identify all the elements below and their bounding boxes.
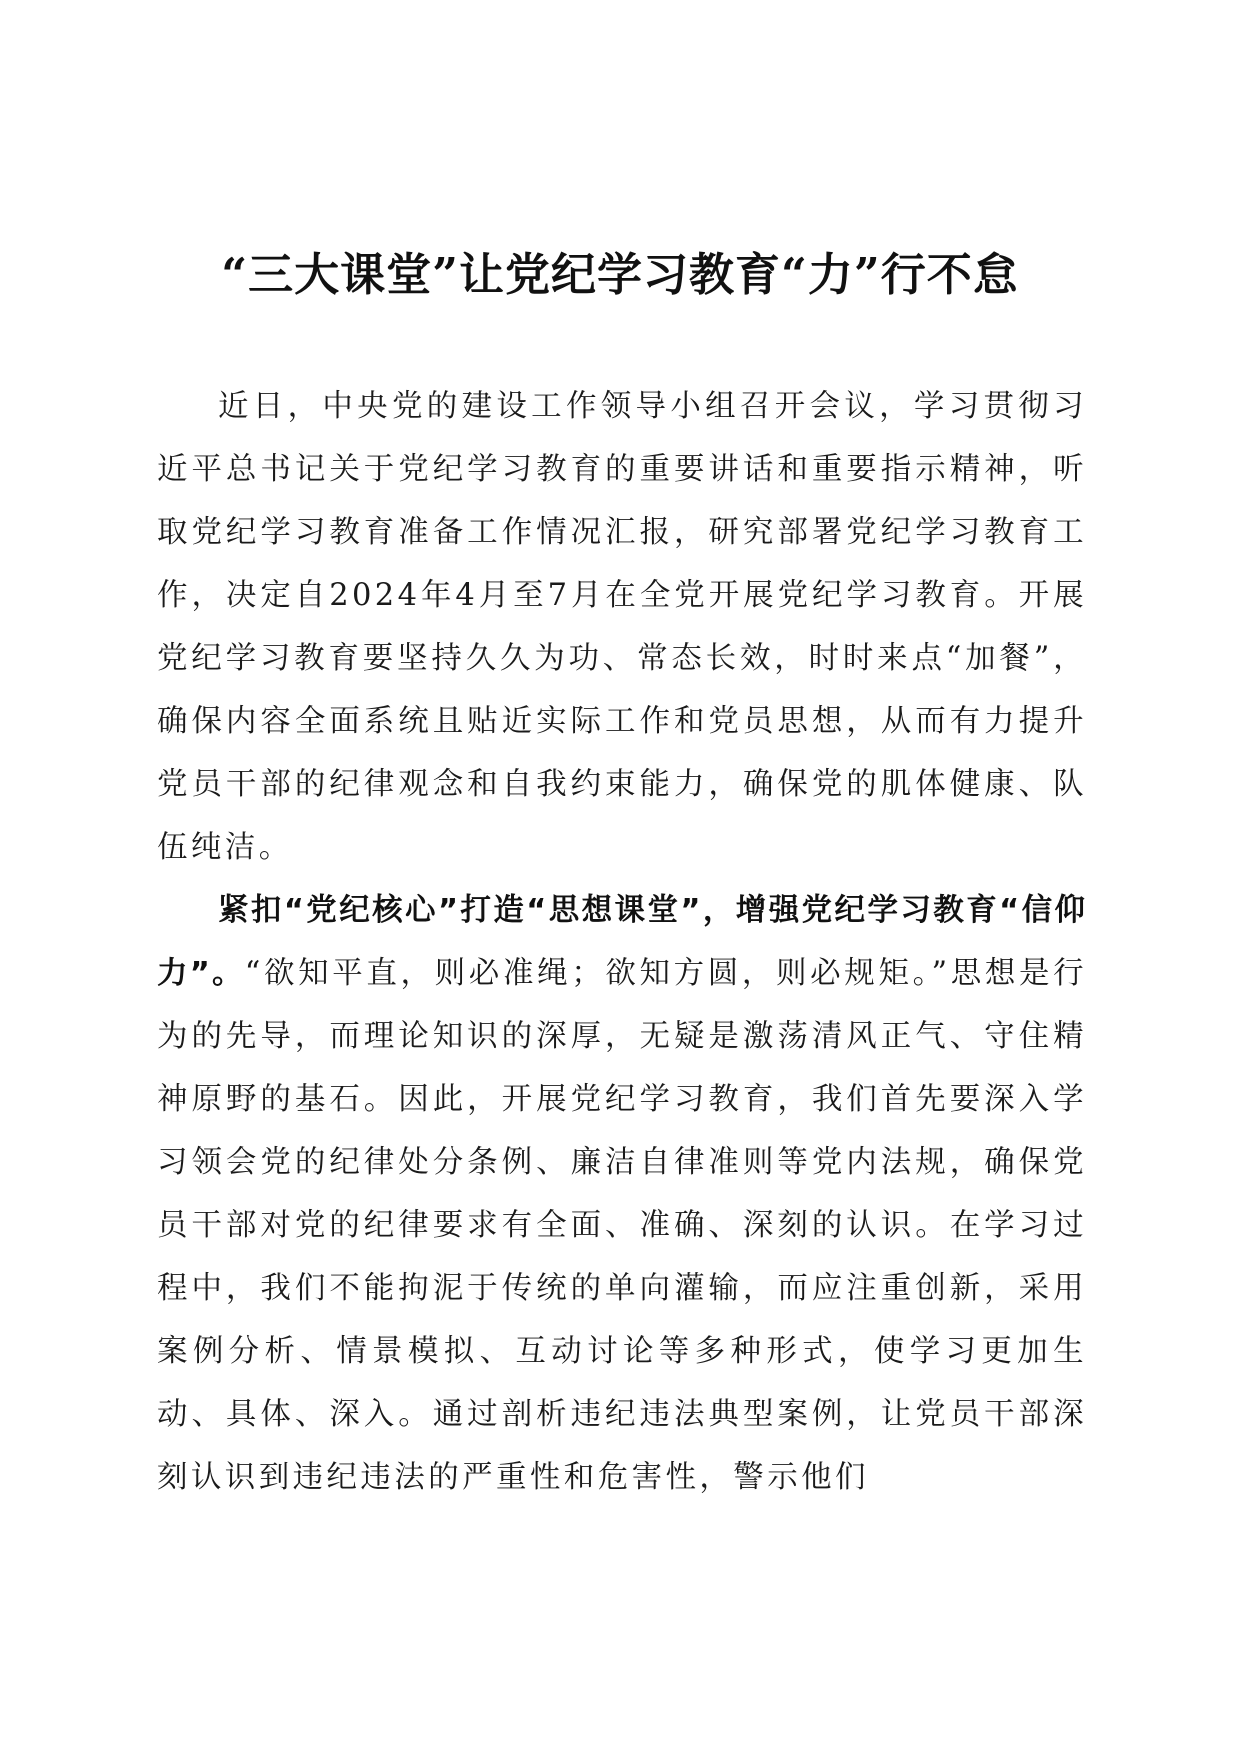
paragraph-intro — [157, 375, 1087, 879]
paragraph-thought-classroom-text: “欲知平直，则必准绳；欲知方圆，则必规矩。”思想是行为的先导，而理论知识的深厚，无疑是激荡清风正气、守住精神原野的基石。因此，开展党纪学习教育，我们首先要深入学习领会党的纪律处分条例、廉洁自律准则等党内法规，确保党员干部对党的纪律要求有全面、准确、深刻的认识。在学习过程中，我们不能拘泥于传统的单向灌输，而应注重创新，采用案例分析、情景模拟、互动讨论等多种形式，使学习更加生动、具体、深入。通过剖析违纪违法典型案例，让党员干部深刻认识到违纪违法的严重性和危害性，警示他们 — [157, 956, 1088, 1495]
paragraph-heading: 紧扣“党纪核心”打造“思想课堂”，增强党纪学习教育“信仰力”。 — [157, 893, 1087, 991]
paragraph-thought-classroom — [157, 879, 1087, 1509]
document-body — [157, 375, 1087, 1509]
paragraph-intro-text: 近日，中央党的建设工作领导小组召开会议，学习贯彻习近平总书记关于党纪学习教育的重要讲话和重要指示精神，听取党纪学习教育准备工作情况汇报，研究部署党纪学习教育工作，决定自2024年4月至7月在全党开展党纪学习教育。开展党纪学习教育要坚持久久为功、常态长效，时时来点“加餐”，确保内容全面系统且贴近实际工作和党员思想，从而有力提升党员干部的纪律观念和自我约束能力，确保党的肌体健康、队伍纯洁。 — [157, 389, 1087, 865]
document-title: “三大课堂”让党纪学习教育“力”行不怠 — [221, 248, 1019, 301]
